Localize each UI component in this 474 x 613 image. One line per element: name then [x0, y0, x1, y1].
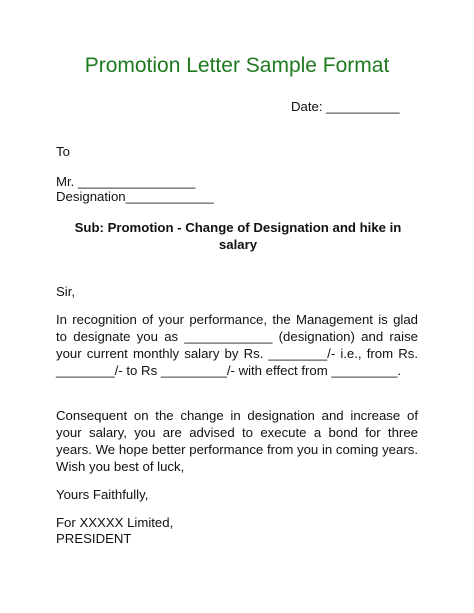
to-label: To — [56, 144, 70, 159]
recipient-name-line: Mr. ________________ — [56, 174, 196, 189]
body-paragraph-2: Consequent on the change in designation and increase of your salary, you are advised to execute a bond for three years. We hope better performance from you in coming years. Wish you best of luck, — [56, 408, 418, 474]
company-line: For XXXXX Limited, — [56, 515, 174, 530]
letter-title: Promotion Letter Sample Format — [84, 54, 390, 77]
date-field: Date: __________ — [291, 99, 400, 114]
body-paragraph-1: In recognition of your performance, the Management is glad to designate you as ____________ (designation) and raise your current monthly salary by Rs. ________/- i.e., from Rs. ________/- to Rs _________/- with effect from _________. — [56, 312, 418, 378]
recipient-designation-line: Designation____________ — [56, 189, 214, 204]
subject-line: Sub: Promotion - Change of Designation and hike in salary — [74, 220, 402, 252]
closing-line: Yours Faithfully, — [56, 487, 149, 502]
salutation: Sir, — [56, 284, 76, 299]
signatory-title: PRESIDENT — [56, 531, 132, 546]
